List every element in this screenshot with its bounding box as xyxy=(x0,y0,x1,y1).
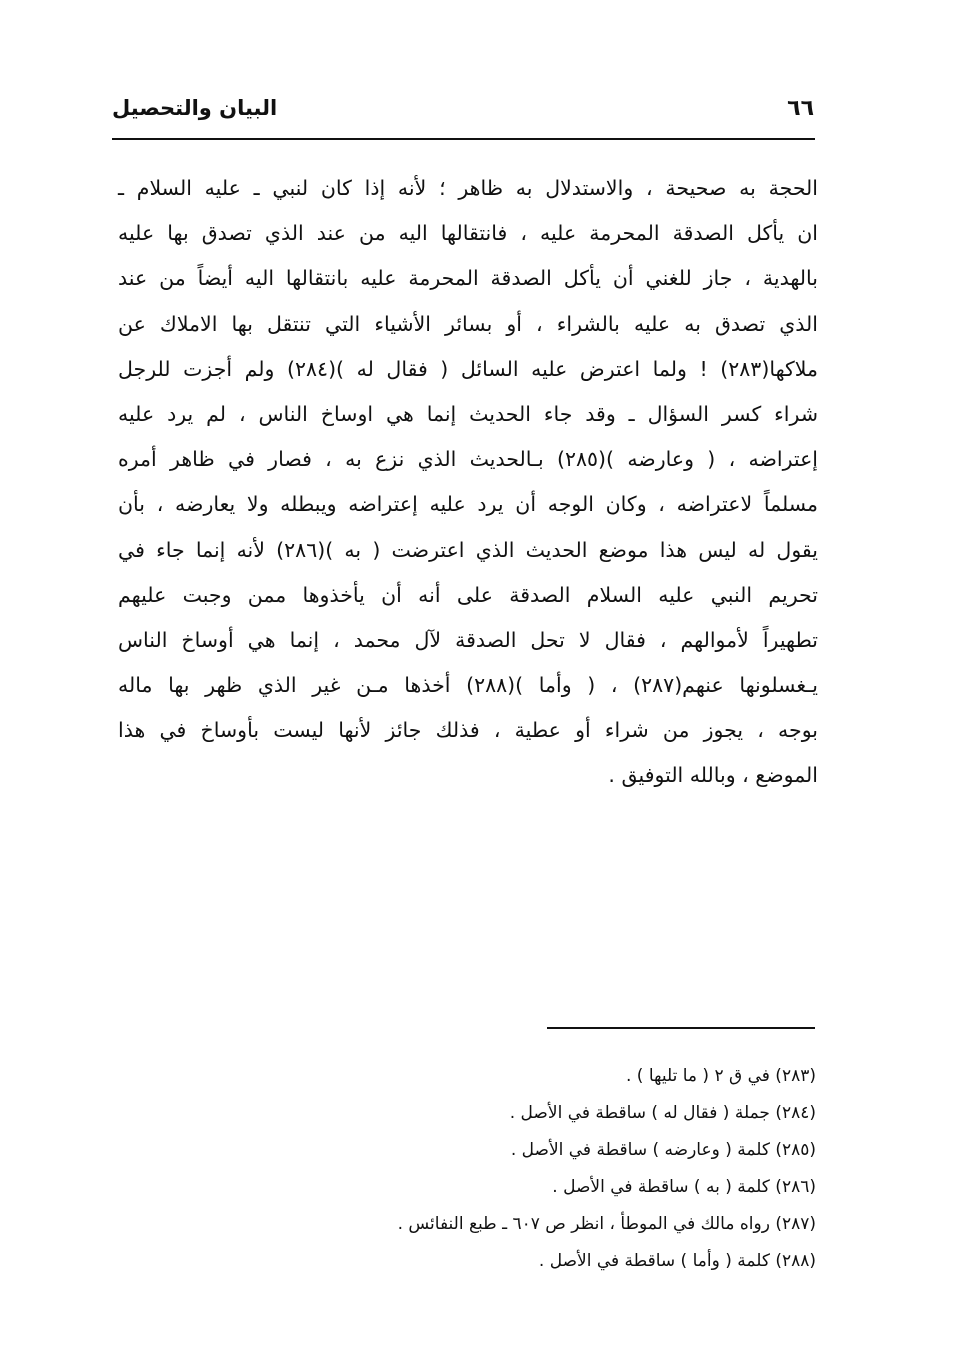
footnote: (٢٨٥) كلمة ( وعارضه ) ساقطة في الأصل . xyxy=(510,1140,816,1160)
page-number: ٦٦ xyxy=(787,96,814,121)
main-text xyxy=(118,166,818,799)
text-line: بوجه ، يجوز من شراء أو عطية ، فذلك جائز لأنها ليست بأوساخ في هذا xyxy=(118,718,818,743)
text-line: يقول له ليس هذا موضع الحديث الذي اعترضت ( به )(٢٨٦) لأنه إنما جاء في xyxy=(118,537,818,562)
text-line: الذي تصدق به عليه بالشراء ، أو بسائر الأشياء التي تنتقل بها الاملاك عن xyxy=(118,311,818,336)
running-title: البيان والتحصيل xyxy=(112,96,278,120)
text-line: ملاكها(٢٨٣) ! ولما اعترض عليه السائل ( فقال له )(٢٨٤) ولم أجزت للرجل xyxy=(118,356,818,381)
text-line: بالهدية ، جاز للغني أن يأكل الصدقة المحرمة عليه بانتقالها اليه أيضاً من عند xyxy=(118,266,818,291)
footnote: (٢٨٦) كلمة ( به ) ساقطة في الأصل . xyxy=(552,1177,816,1197)
footnote: (٢٨٧) رواه مالك في الموطأ ، انظر ص ٦٠٧ ـ طبع النفائس . xyxy=(397,1214,816,1234)
footnote-rule xyxy=(547,1027,815,1029)
text-line: مسلماً لاعتراضه ، وكان الوجه أن يرد عليه إعتراضه ويبطله ولا يعارضه ، بأن xyxy=(118,492,818,517)
footnote: (٢٨٤) جملة ( فقال له ) ساقطة في الأصل . xyxy=(509,1103,816,1123)
header-rule xyxy=(112,138,815,140)
footnote: (٢٨٨) كلمة ( وأما ) ساقطة في الأصل . xyxy=(538,1251,816,1271)
footnotes xyxy=(250,1058,816,1280)
text-line: الموضع ، وبالله التوفيق . xyxy=(608,763,818,788)
footnote: (٢٨٣) في ق ٢ ( ما تليها ) . xyxy=(625,1066,816,1086)
page-header xyxy=(112,96,814,130)
text-line: إعتراضه ، ( وعارضه )(٢٨٥) بـالحديث الذي نزع به ، فصار في ظاهر أمره xyxy=(118,447,818,472)
text-line: الحجة به صحيحة ، والاستدلال به ظاهر ؛ لأنه إذا كان لنبي ـ عليه السلام ـ xyxy=(118,176,818,200)
text-line: تحريم النبي عليه السلام الصدقة على أنه أن يأخذوها ممن وجبت عليهم xyxy=(118,582,818,607)
text-line: يـغسلونها عنهم(٢٨٧) ، ( وأما )(٢٨٨) أخذها مـن غير الذي ظهر بها ماله xyxy=(118,673,818,698)
text-line: ان يأكل الصدقة المحرمة عليه ، فانتقالها اليه من عند الذي تصدق بها عليه xyxy=(118,221,818,246)
text-line: شراء كسر السؤال ـ وقد جاء الحديث إنما هي اوساخ الناس ، لم يرد عليه xyxy=(118,401,818,426)
text-line: تطهيراً لأموالهم ، فقال لا تحل الصدقة لآل محمد ، إنما هي أوساخ الناس xyxy=(118,627,818,652)
